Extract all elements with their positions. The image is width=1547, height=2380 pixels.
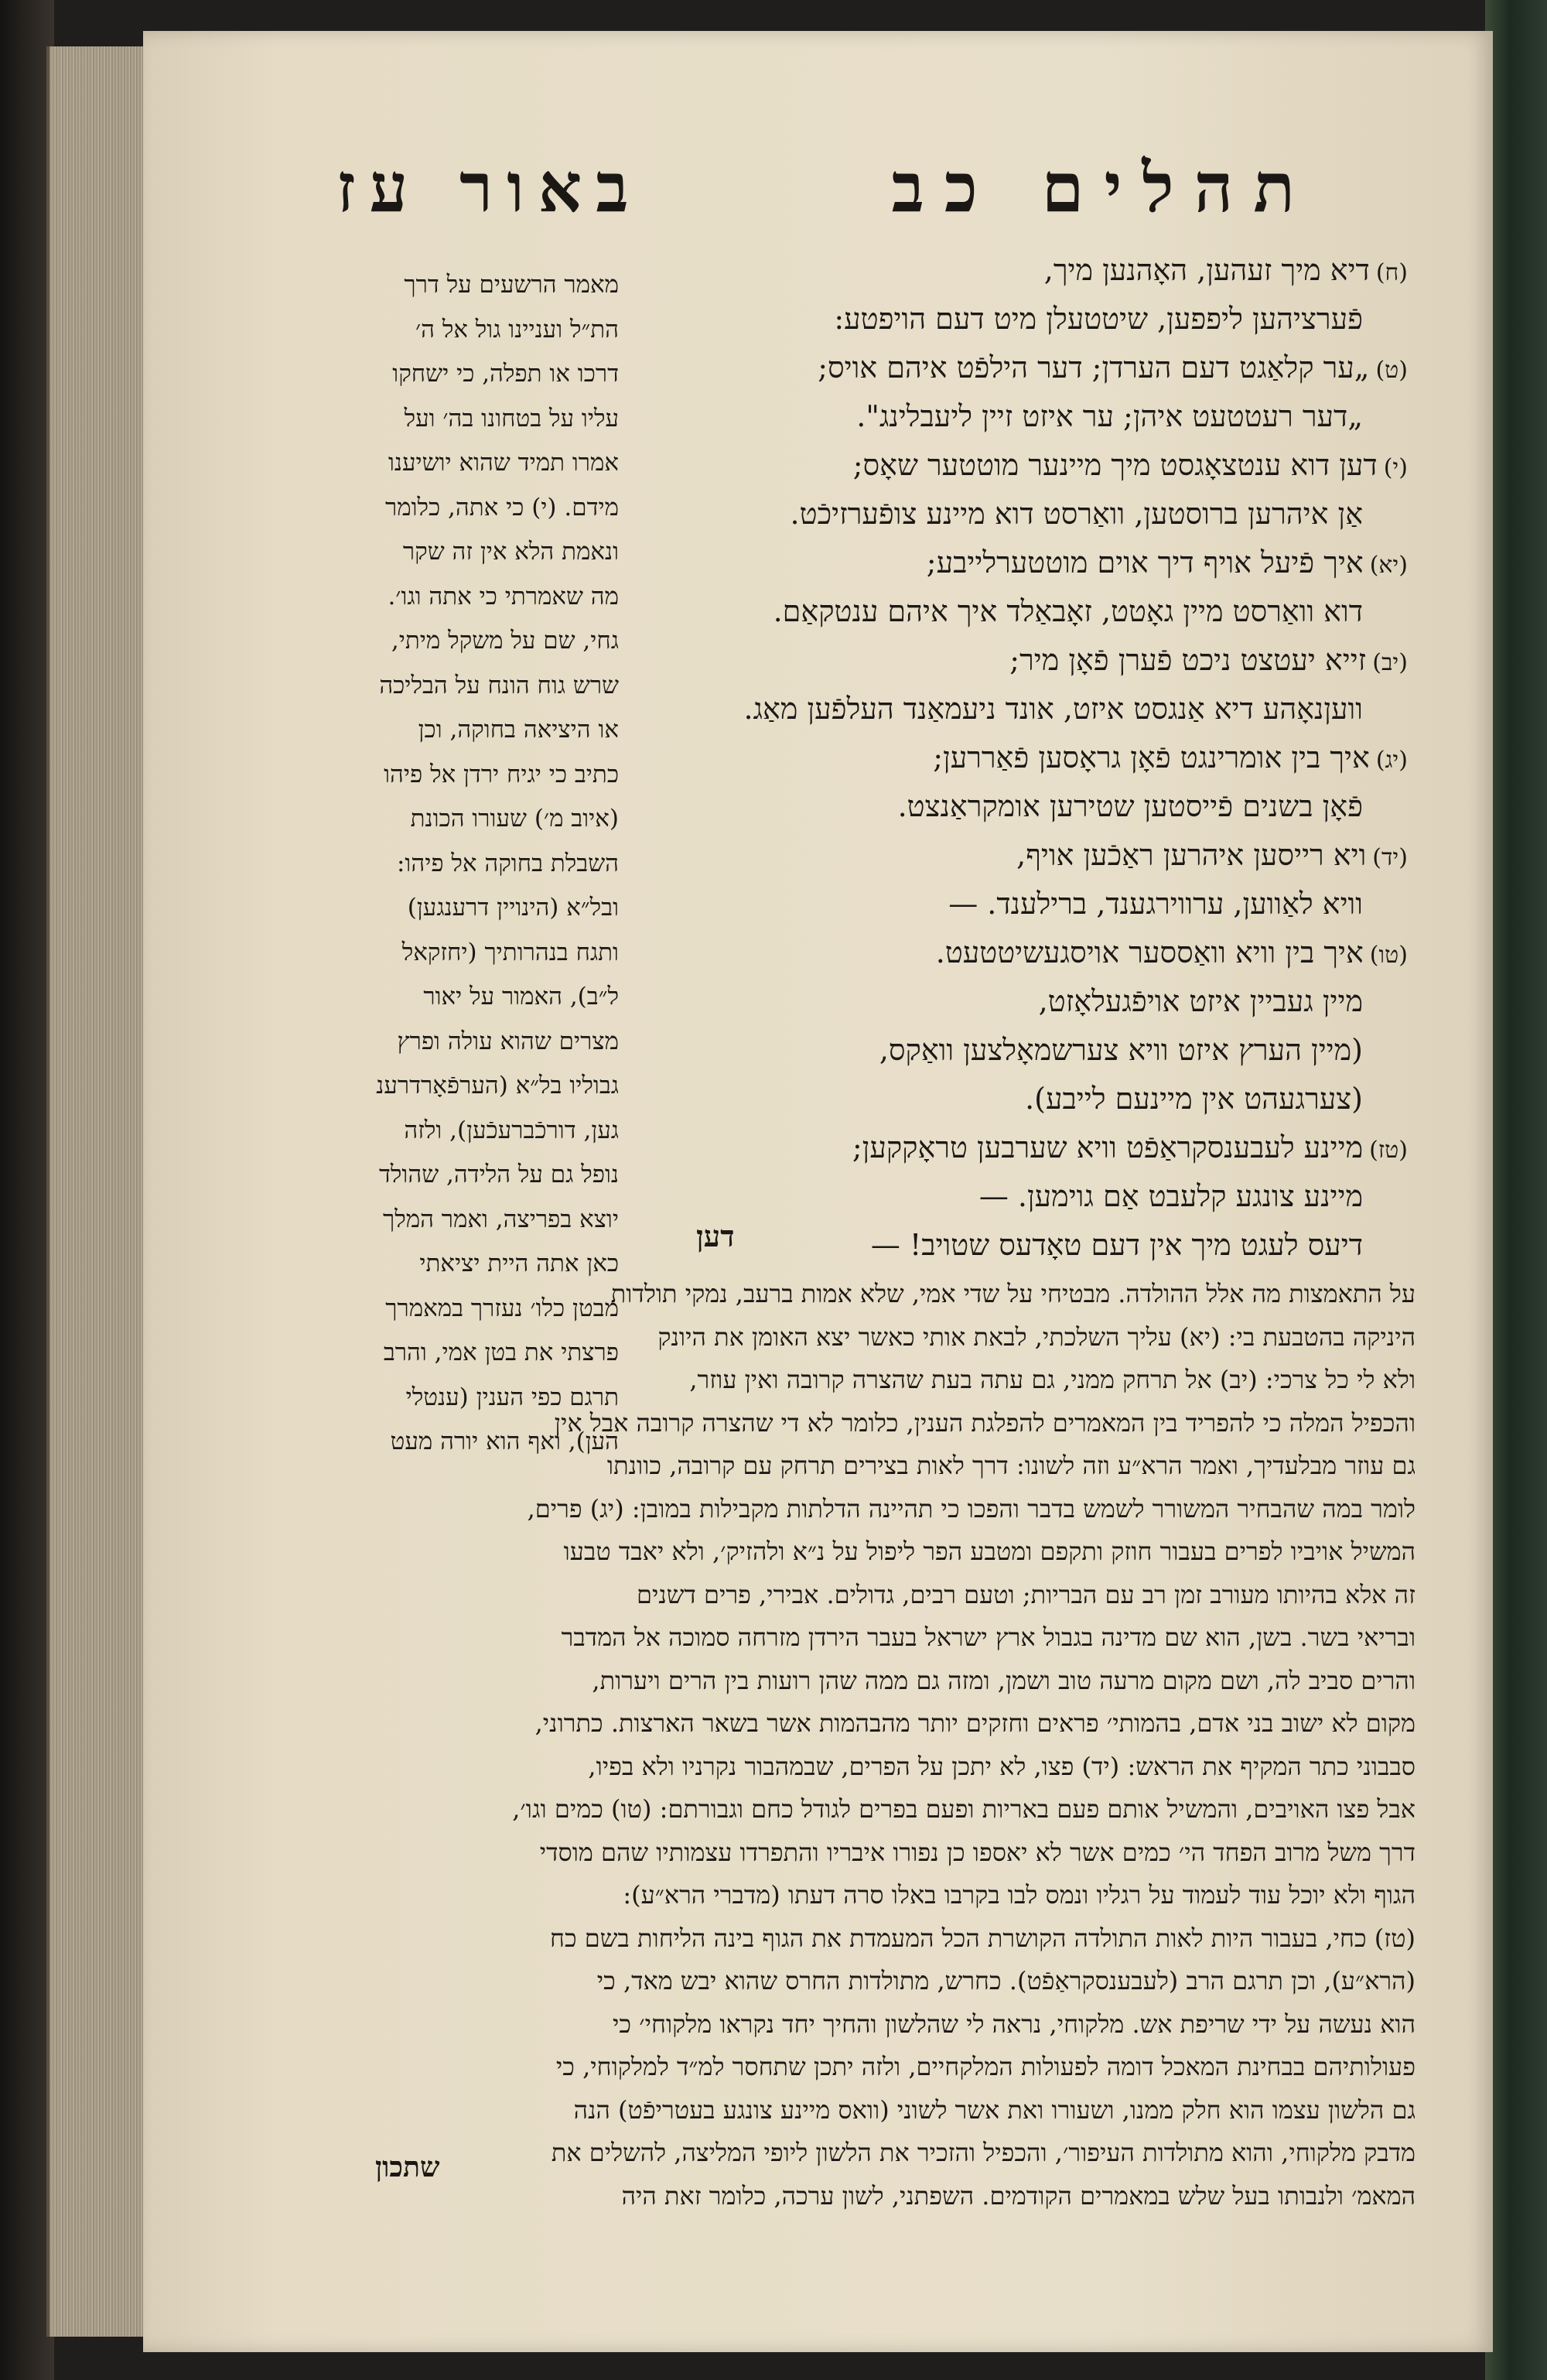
commentary-line: הגוף ולא יוכל עוד לעמוד על רגליו ונמס לבו בקרבו באלו סרה דעתו (מדברי הרא״ע): [623, 1880, 1416, 1910]
commentary-line: הוא נעשה על ידי שריפת אש. מלקוחי, נראה לי שהלשון והחיך יחד נקראו מלקוחי׳ כי [613, 2009, 1416, 2039]
verse-text: „דער רעטטעט איהן; ער איזט זיין ליעבלינג". [856, 399, 1363, 433]
verse-text: איך פֿיעל אויף דיך אוים מוטטערלייבע; [926, 545, 1364, 580]
commentary-line: על התאמצות מה אלל ההולדה. מבטיחי על שדי אמי, שלא אמות ברעב, נמקי תולדות [610, 1279, 1416, 1308]
verse-text: מיין געביין איזט אויפֿגעלאָזט, [1038, 984, 1363, 1018]
commentary-line: מידם. (י) כי אתה, כלומר [384, 493, 619, 521]
verse-number: (יג) [1375, 747, 1408, 774]
book-spine-right [1485, 0, 1547, 2380]
commentary-line: אבל פצו האויבים, והמשיל אותם פעם באריות ופעם בפרים לגודל כחם וגבורתם: (טו) כמים וגו׳, [512, 1794, 1416, 1824]
verse-line [507, 296, 1408, 345]
book-page [143, 31, 1493, 2352]
verse-text: (צערגעהט אין מיינעם לייבע). [1025, 1082, 1363, 1116]
verse-line [507, 1174, 1408, 1222]
verse-line [507, 345, 1408, 394]
commentary-line: נופל גם על הלידה, שהולד [379, 1161, 619, 1188]
verse-text: „ער קלאַגט דעם הערדן; דער הילפֿט איהם אויס; [818, 351, 1370, 385]
commentary-line: גחי, שם על משקל מיתי, [391, 627, 619, 655]
commentary-line: היניקה בהטבעת בי: (יא) עליך השלכתי, לבאת אותי כאשר יצא האומן את היונק [657, 1322, 1416, 1352]
psalm-translation-column [507, 248, 1408, 1261]
commentary-line: שרש גוח הונח על הבליכה [379, 671, 619, 699]
verse-text: זייא יעטצט ניכט פֿערן פֿאָן מיר; [1009, 643, 1367, 677]
running-title-right: תהלים כב [891, 147, 1315, 227]
commentary-line: גבוליו בל״א (הערפֿאָרדרענ [376, 1072, 619, 1099]
verse-number: (יא) [1369, 552, 1408, 579]
commentary-line: כתיב כי יגיח ירדן אל פיהו [384, 760, 619, 788]
verse-number: (ט) [1375, 357, 1408, 384]
bottom-catchword: שתכון [375, 2151, 440, 2183]
commentary-line: גען, דורכֿברעכֿען), ולזה [404, 1116, 619, 1144]
commentary-line: סבבוני כתר המקיף את הראש: (יד) פצו, לא יתכן על הפרים, שבמהבור נקרניו ולא בפיו, [588, 1751, 1416, 1781]
commentary-line: והרים סביב לה, ושם מקום מרעה טוב ושמן, ומזה גם ממה שהן רועות בין הרים ויערות, [592, 1665, 1416, 1695]
commentary-line: יוצא בפריצה, ואמר המלך [382, 1205, 619, 1233]
verse-line [507, 979, 1408, 1028]
commentary-line: תרגם כפי הענין (ענטלי [405, 1383, 619, 1411]
commentary-line: זה אלא בהיותו מעורב זמן רב עם הבריות; וטעם רבים, גדולים. אבירי, פרים דשנים [637, 1579, 1416, 1609]
verse-line [507, 686, 1408, 735]
commentary-line: מאמר הרשעים על דרך [404, 271, 619, 299]
commentary-line: אמרו תמיד שהוא יושיענו [388, 449, 619, 477]
verse-line [507, 1028, 1408, 1076]
commentary-line: הען), ואף הוא יורה מעט [390, 1428, 619, 1455]
commentary-line: גם עוזר מבלעדיך, ואמר הרא״ע וזה לשונו: דרך לאות בצירים תרחק עם קרובה, כוונתו [606, 1451, 1416, 1480]
verse-line [507, 443, 1408, 491]
commentary-line: (איוב מ׳) שעורו הכונת [410, 805, 619, 833]
verse-line [507, 491, 1408, 540]
commentary-line: או היציאה בחוקה, וכן [418, 716, 619, 744]
verse-line [507, 589, 1408, 638]
commentary-line: גם הלשון עצמו הוא חלק ממנו, ושעורו ואת אשר לשוני (וואס מיינע צונגע בעטריפֿט) הנה [573, 2094, 1416, 2125]
verse-number: (ח) [1375, 259, 1408, 286]
commentary-line: ותגח בנהרותיך (יחזקאל [401, 938, 619, 966]
commentary-line: מדבק מלקוחי, והוא מתולדות העיפור׳, והכפיל והזכיר את הלשון ליופי המליצה, להשלים את [551, 2138, 1416, 2167]
verse-line [507, 394, 1408, 443]
main-catchword: דען [696, 1219, 735, 1253]
verse-line [507, 735, 1408, 784]
commentary-line: הת״ל ועניינו גול אל ה׳ [415, 315, 619, 344]
verse-text: וועןנאָהע דיא אַנגסט איזט, אונד ניעמאַנד העלפֿען מאַג. [743, 692, 1363, 726]
verse-text: דען דוא ענטצאָגסט מיך מיינער מוטטער שאָס; [852, 448, 1378, 482]
commentary-line: עליו על בטחונו בה׳ ועל [404, 404, 619, 433]
commentary-line: והכפיל המלה כי להפריד בין המאמרים להפלגת הענין, כלומר לא די שהצרה קרובה אבל אין [554, 1407, 1416, 1438]
verse-text: דיעס לעגט מיך אין דעם טאָדעס שטויב! — [870, 1228, 1363, 1262]
verse-line [507, 540, 1408, 589]
verse-text: וויא לאַווען, ערווירגענד, ברילענד. — [948, 887, 1363, 921]
commentary-line: ובל״א (הינויין דרענגען) [407, 894, 619, 922]
commentary-line: מבטן כלו׳ נעזרך במאמרך [385, 1294, 619, 1322]
commentary-line: כאן אתה היית יציאתי [419, 1250, 619, 1277]
verse-line [507, 1222, 1408, 1271]
verse-text: איך בין וויא וואַססער אויסגעשיטטעט. [935, 935, 1364, 969]
verse-text: איך בין אומרינגט פֿאָן גראָסען פֿאַררען; [933, 740, 1370, 775]
verse-line [507, 881, 1408, 930]
commentary-line: ונאמת הלא אין זה שקר [402, 538, 619, 566]
commentary-line: פרצתי את בטן אמי, והרב [383, 1339, 619, 1366]
commentary-line: ולא לי כל צרכי: (יב) אל תרחק ממני, גם עתה בעת שהצרה קרובה ואין עוזר, [689, 1365, 1416, 1394]
commentary-line: השבלת בחוקה אל פיהו: [396, 849, 619, 877]
commentary-line: מצרים שהוא עולה ופרץ [397, 1027, 619, 1055]
page-header [143, 147, 1493, 232]
verse-line [507, 1125, 1408, 1174]
commentary-line: מה שאמרתי כי אתה וגו׳. [388, 582, 619, 610]
verse-number: (טו) [1369, 942, 1408, 969]
verse-text: מיינע צונגע קלעבט אַם גוימען. — [978, 1179, 1363, 1213]
verse-number: (יד) [1372, 844, 1408, 871]
verse-number: (יב) [1372, 649, 1408, 676]
commentary-line: ל״ב), האמור על יאור [423, 983, 619, 1010]
verse-text: ויא רייסען איהרען ראַכֿען אויף, [1016, 838, 1367, 872]
commentary-line: דרך משל מרוב הפחד הי׳ כמים אשר לא יאספו כן נפורו איבריו והתפרדו עצמותיו שהם מוסדי [539, 1837, 1416, 1867]
commentary-line: (הרא״ע), וכן תרגם הרב (לעבענסקראַפֿט). כחרש, מתולדות החרס שהוא יבש מאד, כי [596, 1966, 1416, 1995]
verse-line [507, 248, 1408, 296]
verse-line [507, 638, 1408, 686]
verse-text: אַן איהרען ברוסטען, וואַרסט דוא מיינע צופֿערזיכֿט. [790, 497, 1363, 531]
verse-text: (מיין הערץ איזט וויא צערשמאָלצען וואַקס, [879, 1033, 1363, 1067]
commentary-line: (טז) כחי, בעבור היות לאות התולדה הקושרת הכל המעמדת את הגוף בינה הליחות בשם כח [550, 1923, 1416, 1953]
commentary-line: פעולותיהם בבחינת המאכל דומה לפעולות המלקחיים, ולזה יתכן שתחסר למ״ד למלקוחי, כי [555, 2052, 1416, 2081]
commentary-line: מקום לא ישוב בני אדם, בהמותי׳ פראים וחזקים יותר מהבהמות אשר בשאר הארצות. כתרוני, [534, 1708, 1416, 1738]
page-edges [46, 46, 150, 2337]
side-commentary-column [317, 263, 619, 1455]
commentary-line: המאמ׳ ולנבותו בעל שלש במאמרים הקודמים. השפתני, לשון ערכה, כלומר זאת היה [621, 2180, 1416, 2211]
verse-text: פֿאָן בשנים פֿייסטען שטירען אומקראַנצט. [897, 789, 1363, 823]
commentary-line: לומר במה שהבחיר המשורר לשמש בדבר והפכו כי תהיינה הדלתות מקבילות במובן: (יג) פרים, [527, 1493, 1416, 1523]
commentary-line: דרכו או תפלה, כי ישחקו [392, 360, 619, 388]
commentary-line: המשיל אויביו לפרים בעבור חוזק ותקפם ומטבע הפר ליפול על נ״א ולהזיק׳, ולא יאבד טבעו [563, 1537, 1416, 1566]
commentary-line: ובריאי בשר. בשן, הוא שם מדינה בגבול ארץ ישראל בעבר הירדן מזרחה סמוכה אל המדבר [561, 1623, 1416, 1652]
verse-text: מיינע לעבענסקראַפֿט וויא שערבען טראָקקען; [852, 1130, 1364, 1164]
verse-text: דיא מיך זעהען, האָהנען מיך, [1043, 253, 1370, 287]
verse-line [507, 930, 1408, 979]
running-title-left: באור עז [336, 147, 643, 227]
verse-text: דוא וואַרסט מיין גאָטט, זאָבאַלד איך איהם ענטקאַם. [773, 594, 1363, 628]
verse-line [507, 784, 1408, 833]
verse-line [507, 1076, 1408, 1125]
verse-text: פֿערציהען ליפפען, שיטטעלן מיט דעם הויפטע: [834, 302, 1363, 336]
verse-number: (י) [1383, 454, 1408, 481]
verse-number: (טז) [1369, 1137, 1408, 1164]
verse-line [507, 833, 1408, 881]
